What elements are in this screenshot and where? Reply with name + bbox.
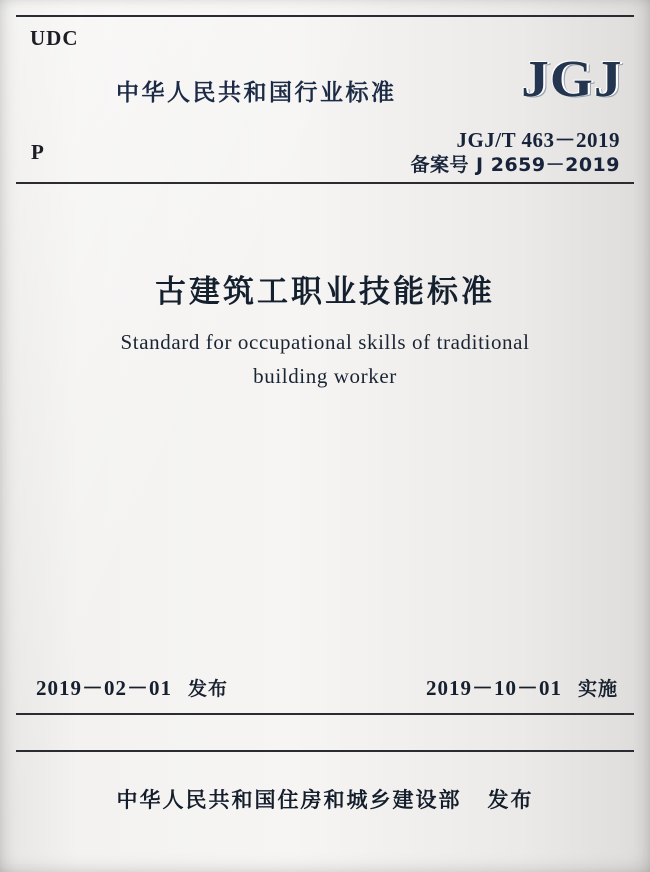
header-divider-bottom bbox=[16, 182, 634, 184]
page-title-english-line1: Standard for occupational skills of traditional bbox=[120, 330, 530, 354]
issue-date-block bbox=[36, 672, 228, 702]
publisher-action-label: 发布 bbox=[487, 788, 534, 812]
header-divider-top bbox=[16, 15, 634, 17]
page-title-english-line2: building worker bbox=[253, 364, 397, 388]
footer-divider-bottom bbox=[16, 750, 634, 752]
standard-code: JGJ/T 463－2019 bbox=[456, 128, 620, 152]
page-title-chinese: 古建筑工职业技能标准 bbox=[155, 274, 495, 310]
publisher-block bbox=[0, 784, 650, 814]
issue-date: 2019－02－01 bbox=[36, 676, 172, 700]
footer-divider-top bbox=[16, 713, 634, 715]
record-number: 备案号 J 2659－2019 bbox=[410, 154, 620, 176]
effective-action-label: 实施 bbox=[577, 678, 618, 700]
issue-action-label: 发布 bbox=[188, 678, 229, 700]
page-title-english bbox=[0, 325, 650, 393]
classification-mark: P bbox=[31, 140, 44, 164]
udc-label: UDC bbox=[30, 26, 79, 50]
effective-date-block bbox=[426, 672, 618, 702]
jgj-logo: JGJ bbox=[520, 51, 622, 108]
publisher-name: 中华人民共和国住房和城乡建设部 bbox=[116, 788, 462, 812]
effective-date: 2019－10－01 bbox=[425, 676, 562, 700]
standard-organization-title: 中华人民共和国行业标准 bbox=[116, 80, 397, 106]
